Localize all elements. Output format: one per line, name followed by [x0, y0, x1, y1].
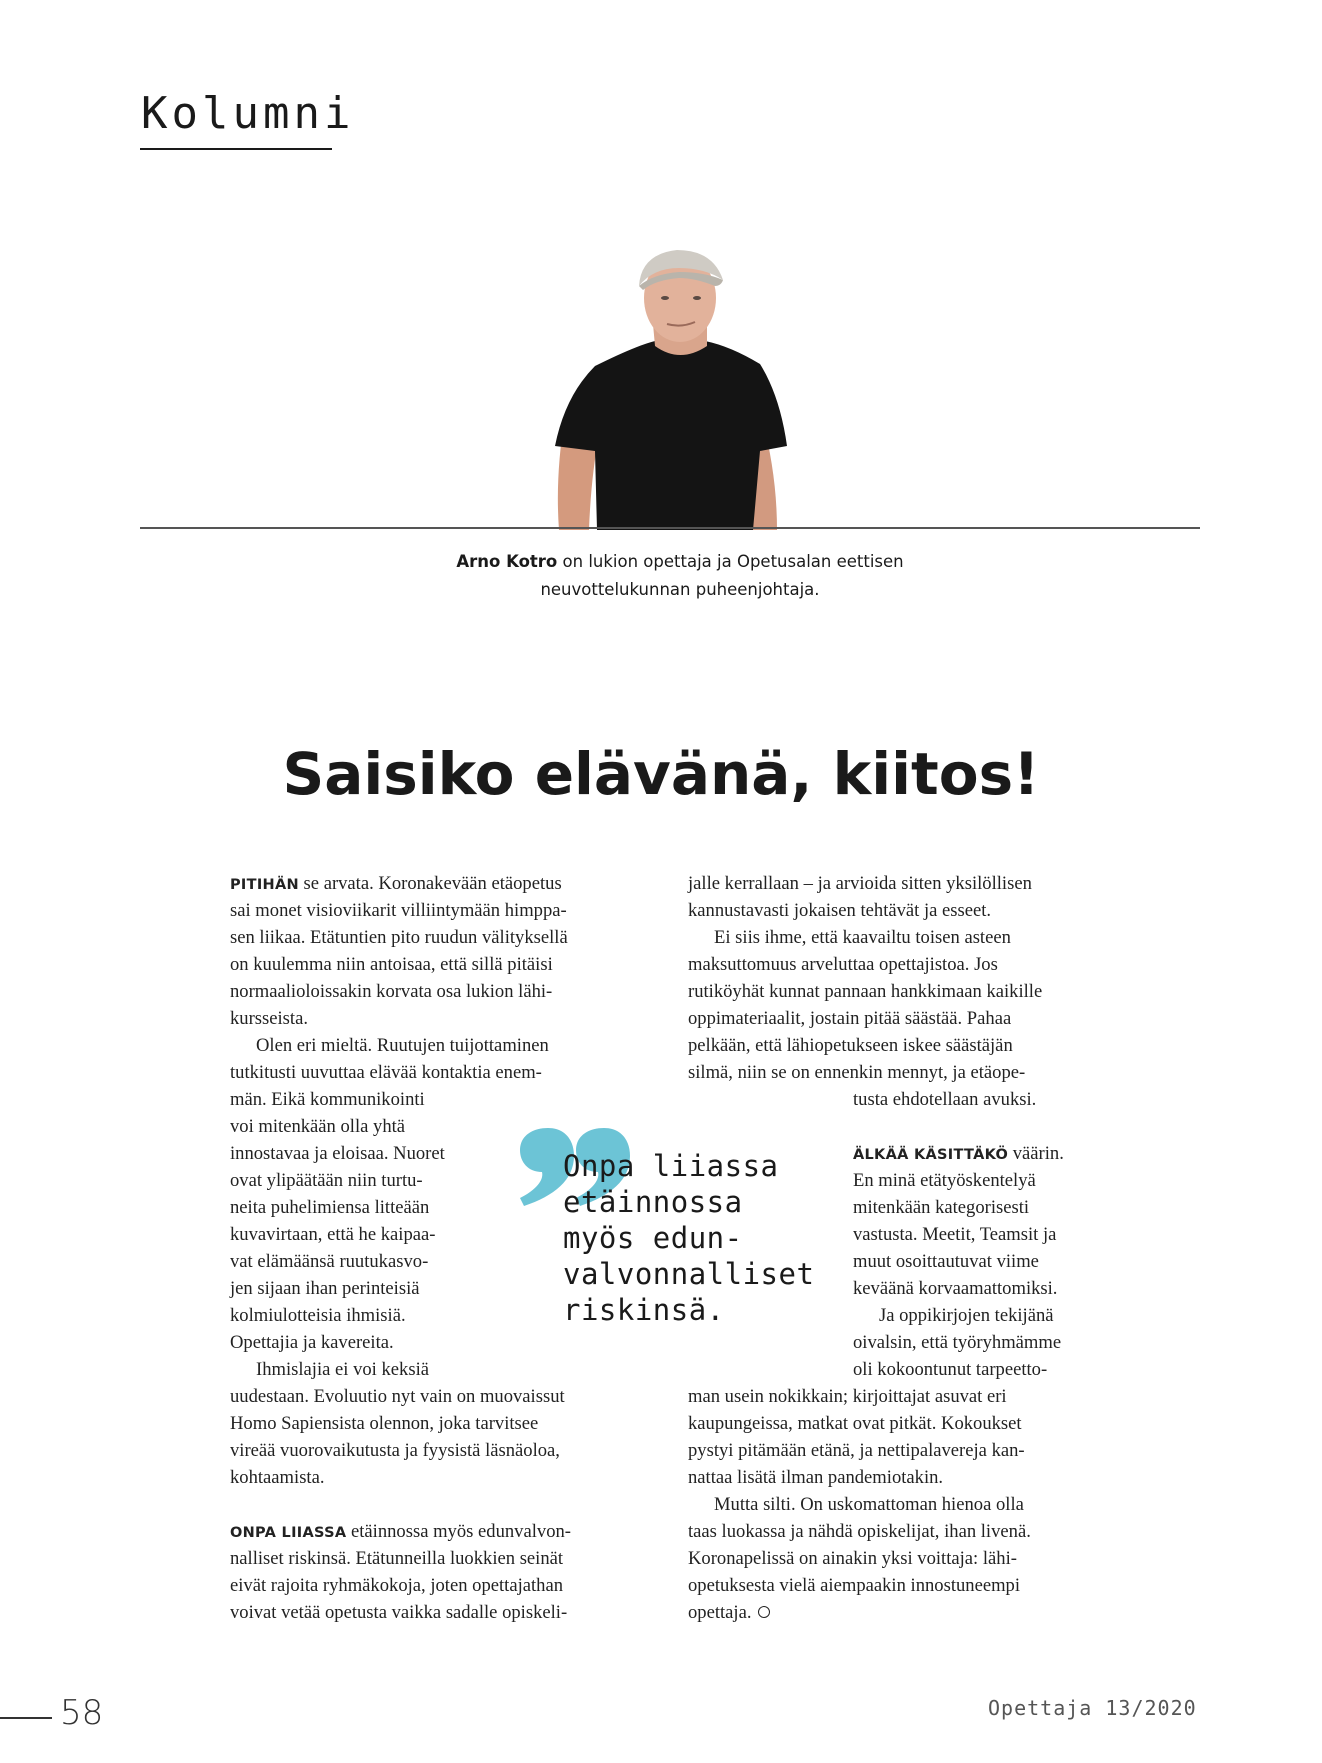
body-line-text: sai monet visioviikarit villiintymään himppa- — [230, 900, 567, 921]
body-line-text: maksuttomuus arveluttaa opettajistoa. Jos — [688, 954, 998, 975]
body-line — [688, 1383, 1108, 1410]
body-line — [230, 1572, 650, 1599]
body-line — [230, 870, 650, 897]
body-line-text: väärin. — [1008, 1143, 1064, 1164]
body-line — [230, 1356, 650, 1383]
paragraph-lead-in: ÄLKÄÄ KÄSITTÄKÖ — [853, 1147, 1009, 1163]
body-line — [230, 1464, 650, 1491]
article-headline: Saisiko elävänä, kiitos! — [282, 740, 1040, 808]
body-line — [853, 1221, 1108, 1248]
body-line — [688, 1518, 1108, 1545]
body-line-text: Opettajia ja kavereita. — [230, 1332, 394, 1353]
body-line — [688, 897, 1108, 924]
body-line-text: rutiköyhät kunnat pannaan hankkimaan kaikille — [688, 981, 1043, 1002]
body-line-text: kaupungeissa, matkat ovat pitkät. Kokoukset — [688, 1413, 1022, 1434]
body-line — [230, 978, 650, 1005]
body-line — [688, 1464, 1108, 1491]
body-line-text: on kuulemma niin antoisaa, että sillä pitäisi — [230, 954, 553, 975]
body-line — [230, 951, 650, 978]
body-line — [688, 870, 1108, 897]
body-line-text: etäinnossa myös edunvalvon- — [346, 1521, 571, 1542]
body-line-text: keväänä korvaamattomiksi. — [853, 1278, 1058, 1299]
body-line-text: pystyi pitämään etänä, ja nettipalavereja kan- — [688, 1440, 1025, 1461]
end-mark-icon — [758, 1606, 770, 1618]
body-line-text: jen sijaan ihan perinteisiä — [230, 1278, 420, 1299]
body-line-text: kannustavasti jokaisen tehtävät ja esseet. — [688, 900, 992, 921]
section-label: Kolumni — [141, 88, 355, 139]
body-line-text: Ja oppikirjojen tekijänä — [879, 1305, 1054, 1326]
body-line — [688, 1572, 1108, 1599]
body-line-text: nattaa lisätä ilman pandemiotakin. — [688, 1467, 944, 1488]
body-line-text: jalle kerrallaan – ja arvioida sitten yksilöllisen — [688, 873, 1032, 894]
body-line-text: kuvavirtaan, että he kaipaa- — [230, 1224, 436, 1245]
body-line-text: Ei siis ihme, että kaavailtu toisen asteen — [714, 927, 1011, 948]
pull-quote-line: Onpa liiassa — [563, 1149, 779, 1183]
body-line — [230, 897, 650, 924]
body-line — [230, 1086, 650, 1113]
body-line-text: Mutta silti. On uskomattoman hienoa olla — [714, 1494, 1024, 1515]
body-line-text: taas luokassa ja nähdä opiskelijat, ihan livenä. — [688, 1521, 1031, 1542]
body-line — [688, 1059, 1108, 1086]
body-line — [688, 951, 1108, 978]
body-line-text: mitenkään kategorisesti — [853, 1197, 1030, 1218]
body-line-text: innostavaa ja eloisaa. Nuoret — [230, 1143, 445, 1164]
body-line-text: vireää vuorovaikutusta ja fyysistä läsnäoloa, — [230, 1440, 560, 1461]
body-line-text: nalliset riskinsä. Etätunneilla luokkien seinät — [230, 1548, 564, 1569]
pull-quote — [563, 1148, 814, 1328]
section-underline — [140, 148, 332, 150]
body-line — [853, 1248, 1108, 1275]
body-line-text: kohtaamista. — [230, 1467, 325, 1488]
body-line-text: voivat vetää opetusta vaikka sadalle opiskeli- — [230, 1602, 568, 1623]
pull-quote-line: etäinnossa — [563, 1185, 743, 1219]
body-line-text: Koronapelissä on ainakin yksi voittaja: lähi- — [688, 1548, 1017, 1569]
body-line-text: ovat ylipäätään niin turtu- — [230, 1170, 423, 1191]
body-line — [688, 978, 1108, 1005]
body-line — [853, 1086, 1108, 1113]
body-line — [853, 1275, 1108, 1302]
body-line-text: kolmiulotteisia ihmisiä. — [230, 1305, 406, 1326]
author-caption — [300, 548, 1060, 604]
body-line-text: Olen eri mieltä. Ruutujen tuijottaminen — [256, 1035, 549, 1056]
body-line — [230, 1437, 650, 1464]
body-line-text: oli kokoontunut tarpeetto- — [853, 1359, 1048, 1380]
body-line — [230, 1059, 650, 1086]
body-line — [230, 1410, 650, 1437]
paragraph-lead-in: PITIHÄN — [230, 877, 299, 893]
body-line — [688, 1410, 1108, 1437]
body-line — [688, 1491, 1108, 1518]
footer-rule — [0, 1717, 52, 1719]
magazine-issue: Opettaja 13/2020 — [988, 1696, 1197, 1720]
body-line-text: silmä, niin se on ennenkin mennyt, ja etäope- — [688, 1062, 1026, 1083]
body-line — [230, 1491, 650, 1518]
body-line-text: opettaja. — [688, 1602, 752, 1623]
body-line — [853, 1167, 1108, 1194]
body-line-text: män. Eikä kommunikointi — [230, 1089, 425, 1110]
body-line — [230, 1329, 650, 1356]
body-line-text: vastusta. Meetit, Teamsit ja — [853, 1224, 1057, 1245]
body-line — [230, 1545, 650, 1572]
body-line-text: uudestaan. Evoluutio nyt vain on muovaissut — [230, 1386, 565, 1407]
body-line-text: opetuksesta vielä aiempaakin innostuneempi — [688, 1575, 1021, 1596]
body-line-text: muut osoittautuvat viime — [853, 1251, 1039, 1272]
body-line-text: oppimateriaalit, jostain pitää säästää. Pahaa — [688, 1008, 1012, 1029]
body-line — [853, 1302, 1108, 1329]
body-line — [853, 1194, 1108, 1221]
author-portrait — [555, 246, 805, 530]
body-line-text: pelkään, että lähiopetukseen iskee säästäjän — [688, 1035, 1013, 1056]
body-line-text: Homo Sapiensista olennon, joka tarvitsee — [230, 1413, 539, 1434]
body-line-text: vat elämäänsä ruutukasvo- — [230, 1251, 429, 1272]
body-line — [688, 1032, 1108, 1059]
body-line — [688, 1437, 1108, 1464]
body-line-text: tusta ehdotellaan avuksi. — [853, 1089, 1037, 1110]
body-line — [230, 1005, 650, 1032]
body-line-text: voi mitenkään olla yhtä — [230, 1116, 406, 1137]
photo-divider — [140, 527, 1200, 529]
body-line-text: eivät rajoita ryhmäkokoja, joten opettajathan — [230, 1575, 564, 1596]
paragraph-lead-in: ONPA LIIASSA — [230, 1525, 347, 1541]
body-line-text: tutkitusti uuvuttaa elävää kontaktia enem- — [230, 1062, 542, 1083]
body-line — [853, 1140, 1108, 1167]
body-line — [230, 1032, 650, 1059]
body-line-text: kursseista. — [230, 1008, 308, 1029]
body-line — [688, 924, 1108, 951]
caption-text-1: on lukion opettaja ja Opetusalan eettisen — [557, 552, 904, 571]
author-name: Arno Kotro — [456, 552, 558, 571]
body-line-text: neita puhelimiensa litteään — [230, 1197, 430, 1218]
body-line — [853, 1356, 1108, 1383]
body-line — [688, 1005, 1108, 1032]
body-line — [688, 1599, 1108, 1626]
pull-quote-line: myös edun- — [563, 1221, 743, 1255]
body-line-text: Ihmislajia ei voi keksiä — [256, 1359, 429, 1380]
body-line — [230, 1518, 650, 1545]
page-number: 58 — [60, 1693, 104, 1733]
body-line-text: oivalsin, että työryhmämme — [853, 1332, 1062, 1353]
body-line-text: man usein nokikkain; kirjoittajat asuvat eri — [688, 1386, 1007, 1407]
body-line — [230, 1599, 650, 1626]
body-line-text: sen liikaa. Etätuntien pito ruudun välityksellä — [230, 927, 568, 948]
body-line-text: normaalioloissakin korvata osa lukion lähi- — [230, 981, 553, 1002]
body-line-text: En minä etätyöskentelyä — [853, 1170, 1036, 1191]
pull-quote-line: riskinsä. — [563, 1293, 725, 1327]
pull-quote-line: valvonnalliset — [563, 1257, 815, 1291]
body-line — [853, 1329, 1108, 1356]
body-line-text: se arvata. Koronakevään etäopetus — [298, 873, 562, 894]
body-line — [230, 924, 650, 951]
body-line — [688, 1545, 1108, 1572]
body-line — [230, 1383, 650, 1410]
caption-text-2: neuvottelukunnan puheenjohtaja. — [540, 580, 820, 599]
body-line — [853, 1113, 1108, 1140]
